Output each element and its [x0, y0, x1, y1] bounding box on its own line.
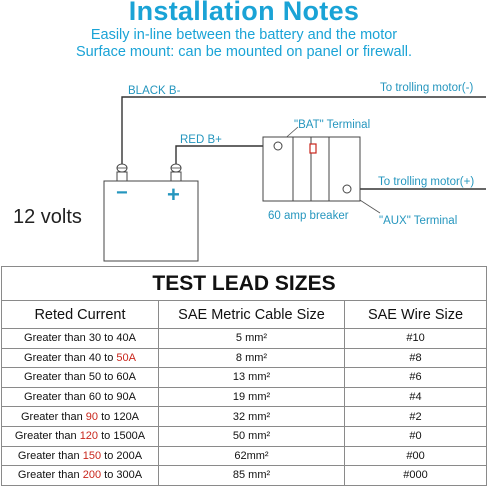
- cell-text-cur-pre: Greater than: [20, 410, 86, 423]
- header-metric-size: SAE Metric Cable Size: [159, 301, 345, 329]
- cell-text-cur-post: to 1500A: [98, 430, 146, 443]
- cell-text-cur-hl: 120: [79, 430, 99, 443]
- metric-size-cell: 50 mm²: [159, 426, 345, 446]
- page-title: Installation Notes: [128, 0, 360, 26]
- cell-text-cur-pre: Greater than 30 to 40A: [24, 332, 136, 345]
- wire-size-cell: #00: [345, 446, 487, 466]
- wire-size-cell: #6: [345, 368, 487, 388]
- cell-text-cur-hl: 200: [82, 469, 102, 482]
- table-row: [2, 387, 487, 407]
- positive-post: [171, 164, 181, 181]
- metric-size-cell: 19 mm²: [159, 387, 345, 407]
- wire-size-cell: #2: [345, 407, 487, 427]
- positive-sign: +: [167, 182, 180, 207]
- rated-current-cell: [2, 368, 159, 388]
- red-wire-label: RED B+: [180, 134, 222, 146]
- header-wire-size: SAE Wire Size: [345, 301, 487, 329]
- metric-size-cell: 85 mm²: [159, 466, 345, 486]
- cell-text-cur-pre: Greater than 40 to: [24, 351, 117, 364]
- cell-text-cur-hl: 90: [85, 410, 99, 423]
- circuit-breaker: [263, 137, 360, 201]
- black-wire-label: BLACK B-: [128, 85, 181, 97]
- cell-text-cur-hl: 50A: [116, 351, 136, 364]
- cell-text-cur-hl: 150: [82, 449, 102, 462]
- table-row: [2, 426, 487, 446]
- battery-voltage-label: 12 volts: [13, 206, 82, 228]
- cell-text-cur-pre: Greater than: [14, 430, 80, 443]
- rated-current-cell: [2, 387, 159, 407]
- test-lead-sizes-table: [1, 266, 487, 486]
- cell-text-cur-post: to 120A: [98, 410, 140, 423]
- cell-text-cur-pre: Greater than 50 to 60A: [24, 371, 136, 384]
- negative-post: [117, 164, 127, 181]
- subtitle-line-2: Surface mount: can be mounted on panel or firewall.: [75, 44, 413, 60]
- wire-size-cell: #8: [345, 348, 487, 368]
- header-rated-current: Reted Current: [2, 301, 159, 329]
- table-row: [2, 329, 487, 349]
- negative-sign: −: [116, 182, 128, 204]
- metric-size-cell: 8 mm²: [159, 348, 345, 368]
- table-row: [2, 407, 487, 427]
- table-title: TEST LEAD SIZES: [2, 267, 487, 301]
- cell-text-cur-pre: Greater than 60 to 90A: [24, 391, 136, 404]
- rated-current-cell: [2, 446, 159, 466]
- table-row: [2, 348, 487, 368]
- wire-size-cell: #4: [345, 387, 487, 407]
- rated-current-cell: [2, 466, 159, 486]
- rated-current-cell: [2, 426, 159, 446]
- breaker-label: 60 amp breaker: [268, 210, 349, 222]
- table-header-row: [2, 301, 487, 329]
- table-row: [2, 368, 487, 388]
- metric-size-cell: 5 mm²: [159, 329, 345, 349]
- metric-size-cell: 32 mm²: [159, 407, 345, 427]
- table-row: [2, 466, 487, 486]
- bat-terminal-label: "BAT" Terminal: [294, 119, 371, 131]
- wire-size-cell: #10: [345, 329, 487, 349]
- metric-size-cell: 13 mm²: [159, 368, 345, 388]
- rated-current-cell: [2, 329, 159, 349]
- wire-size-cell: #0: [345, 426, 487, 446]
- rated-current-cell: [2, 348, 159, 368]
- cell-text-cur-post: to 300A: [101, 469, 143, 482]
- to-motor-positive-label: To trolling motor(+): [378, 176, 475, 188]
- rated-current-cell: [2, 407, 159, 427]
- to-motor-negative-label: To trolling motor(-): [380, 82, 474, 94]
- wire-size-cell: #000: [345, 466, 487, 486]
- aux-terminal-label: "AUX" Terminal: [379, 215, 458, 227]
- table-row: [2, 446, 487, 466]
- metric-size-cell: 62mm²: [159, 446, 345, 466]
- subtitle-line-1: Easily in-line between the battery and the motor: [90, 27, 398, 43]
- cell-text-cur-pre: Greater than: [17, 449, 83, 462]
- cell-text-cur-post: to 200A: [101, 449, 143, 462]
- cell-text-cur-pre: Greater than: [17, 469, 83, 482]
